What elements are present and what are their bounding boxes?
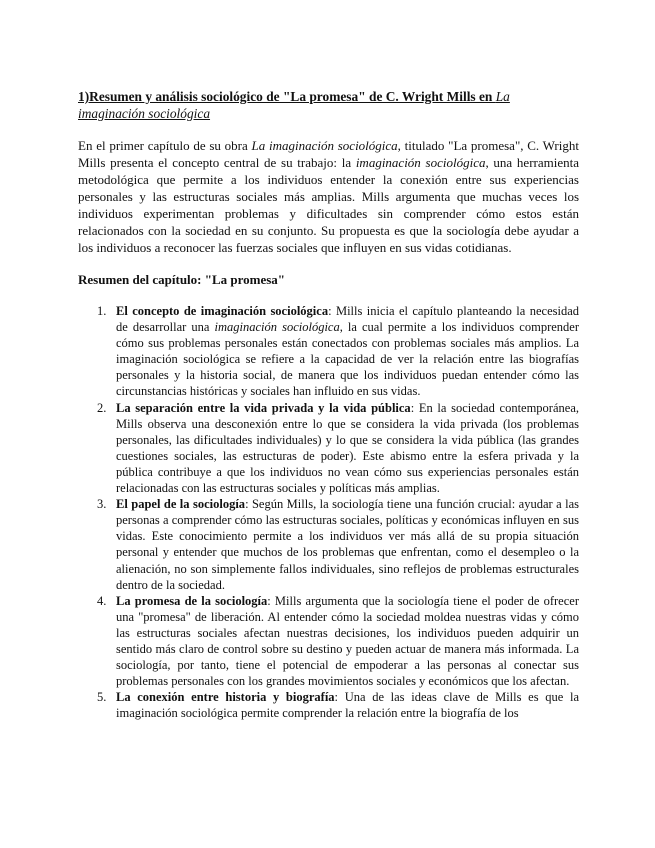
item-text: : Mills argumenta que la sociología tiene el poder de ofrecer una "promesa" de liberación. Al entender cómo la sociedad moldea nuestras vidas y cómo las estructuras sociales afectan nuestras decisiones, los individuos pueden adquirir un sentido más claro de control sobre su destino y pueden actuar de manera más informada. La sociología, por tanto, tiene el potencial de empoderar a las personas al conectar sus problemas personales con los grandes movimientos sociales y económicos que los afectan. [116, 593, 579, 689]
list-number: 3. [97, 497, 107, 512]
item-heading: La promesa de la sociología [116, 593, 268, 608]
item-text: : Según Mills, la sociología tiene una función crucial: ayudar a las personas a comprender cómo las estructuras sociales, políticas y económicas influyen en sus vidas. Este conocimiento permite a los individuos ver más allá de su propia situación personal y entender que muchos de los problemas que enfrentan, como el desempleo o la alienación, no son simplemente fallos individuales, sino reflejos de problemas estructurales dentro de la sociedad. [116, 497, 579, 592]
intro-paragraph [78, 137, 579, 256]
intro-book-title: La imaginación sociológica [251, 138, 398, 153]
item-heading: La separación entre la vida privada y la vida pública [116, 400, 411, 415]
list-number: 1. [97, 304, 107, 318]
item-heading: El papel de la sociología [116, 497, 246, 512]
list-item [97, 593, 579, 690]
list-item [97, 689, 579, 721]
list-item [97, 303, 580, 400]
list-number: 5. [97, 690, 107, 705]
intro-text: , titulado "La promesa", C. Wright Mills presenta el concepto central de su trabajo: la [78, 138, 579, 170]
item-heading: La conexión entre historia y biografía [116, 690, 335, 705]
document-title [78, 88, 579, 122]
intro-text: En el primer capítulo de su obra [78, 138, 252, 153]
list-number: 4. [97, 593, 107, 608]
summary-heading: Resumen del capítulo: "La promesa" [78, 272, 286, 287]
intro-text: , una herramienta metodológica que permite a los individuos entender la conexión entre sus experiencias personales y las estructuras sociales más amplias. Mills argumenta que muchas veces los individuos experimentan problemas y dificultades sin comprender cómo estos están relacionados con la sociedad en su conjunto. Su propuesta es que la sociología debe ayudar a los individuos a reconocer las fuerzas sociales que influyen en sus vidas cotidianas. [78, 155, 579, 255]
title-main: 1)Resumen y análisis sociológico de "La promesa" de C. Wright Mills en [78, 89, 496, 104]
list-number: 2. [97, 400, 107, 415]
title-book: La imaginación sociológica [78, 89, 510, 121]
intro-term: imaginación sociológica [355, 155, 486, 170]
list-item [97, 400, 579, 497]
item-term: imaginación sociológica [214, 320, 340, 335]
item-text: : En la sociedad contemporánea, Mills observa una desconexión entre lo que se considera la vida privada (los problemas personales, las dificultades individuales) y lo que se considera la vida pública (las grandes cuestiones sociales, las estructuras de poder). Este abismo entre la esfera privada y la pública contribuye a que los individuos no vean cómo sus experiencias personales están relacionadas con las estructuras sociales y políticas más amplias. [116, 400, 579, 496]
item-text: : Mills inicia el capítulo planteando la necesidad de desarrollar una [116, 304, 580, 335]
item-text: , la cual permite a los individuos comprender cómo sus problemas personales están conectados con problemas sociales más amplios. La imaginación sociológica se refiere a la capacidad de ver la relación entre las biografías personales y la historia social, de manera que los individuos puedan entender cómo las circunstancias históricas y sociales han influido en sus vidas. [116, 320, 579, 399]
item-heading: El concepto de imaginación sociológica [116, 304, 329, 318]
item-text: : Una de las ideas clave de Mills es que la imaginación sociológica permite comprender la relación entre la biografía de los [116, 690, 579, 721]
list-item [97, 496, 579, 593]
summary-list [78, 303, 579, 721]
